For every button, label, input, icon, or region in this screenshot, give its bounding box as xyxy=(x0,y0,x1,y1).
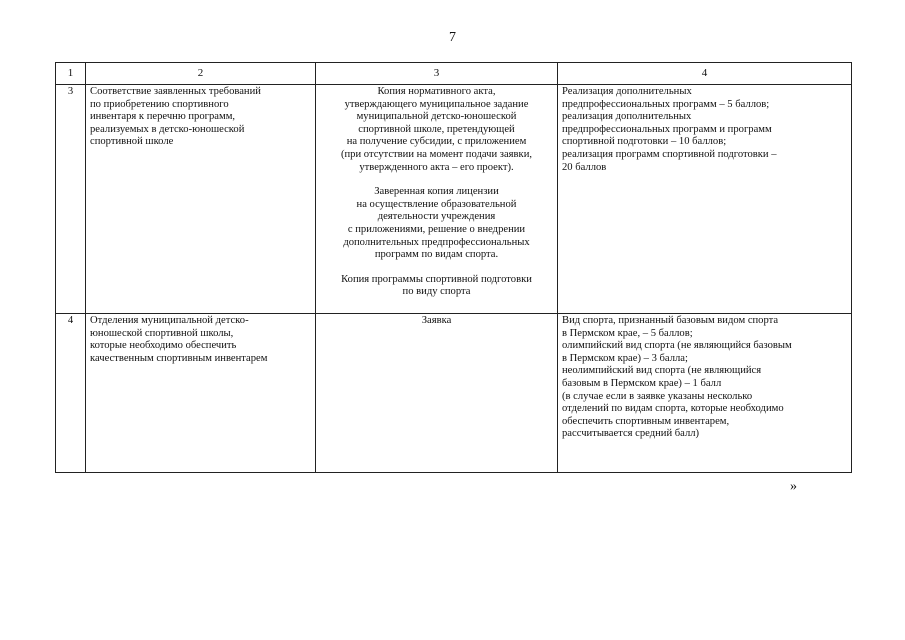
criterion-cell xyxy=(86,314,316,473)
scoring-cell xyxy=(558,314,852,473)
row-number: 4 xyxy=(56,314,86,473)
closing-quote-mark: » xyxy=(790,479,797,494)
document-paragraph: Заверенная копия лицензии на осуществление образовательной деятельности учреждения с приложениями, решение о внедрении дополнительных предпрофессиональных программ по видам спорта. xyxy=(343,186,530,261)
table-row xyxy=(56,314,852,473)
criterion-text: Отделения муниципальной детско- юношеской спортивной школы, которые необходимо обеспечить качественным спортивным инвентарем xyxy=(90,315,268,364)
table-header-row xyxy=(56,63,852,85)
header-col-3: 3 xyxy=(316,63,558,85)
table-row xyxy=(56,85,852,314)
document-paragraph: Копия программы спортивной подготовки по виду спорта xyxy=(341,273,532,298)
page-number: 7 xyxy=(449,30,456,45)
header-col-2: 2 xyxy=(86,63,316,85)
document-paragraph: Заявка xyxy=(421,315,452,326)
documents-cell xyxy=(316,85,558,314)
criterion-text: Соответствие заявленных требований по приобретению спортивного инвентаря к перечню программ, реализуемых в детско-юношеской спортивной школе xyxy=(90,86,261,148)
scoring-text: Вид спорта, признанный базовым видом спорта в Пермском крае, – 5 баллов; олимпийский вид спорта (не являющийся базовым в Пермском крае) – 3 балла; неолимпийский вид спорта (не являющийся базовым в Пермском крае) – 1 балл (в случае если в заявке указаны несколько отделений по видам спорта, которые необходимо обеспечить спортивным инвентарем, рассчитывается средний балл) xyxy=(562,315,792,440)
criterion-cell xyxy=(86,85,316,314)
criteria-table xyxy=(55,62,852,473)
document-paragraph: Копия нормативного акта, утверждающего муниципальное задание муниципальной детско-юношеской спортивной школе, претендующей на получение субсидии, с приложением (при отсутствии на момент подачи заявки, утвержденного акта – его проект). xyxy=(340,86,533,173)
scoring-text: Реализация дополнительных предпрофессиональных программ – 5 баллов; реализация дополнительных предпрофессиональных программ и программ спортивной подготовки – 10 баллов; реализация программ спортивной подготовки – 20 баллов xyxy=(562,86,777,173)
header-col-1: 1 xyxy=(56,63,86,85)
scoring-cell xyxy=(558,85,852,314)
row-number: 3 xyxy=(56,85,86,314)
documents-cell xyxy=(316,314,558,473)
header-col-4: 4 xyxy=(558,63,852,85)
